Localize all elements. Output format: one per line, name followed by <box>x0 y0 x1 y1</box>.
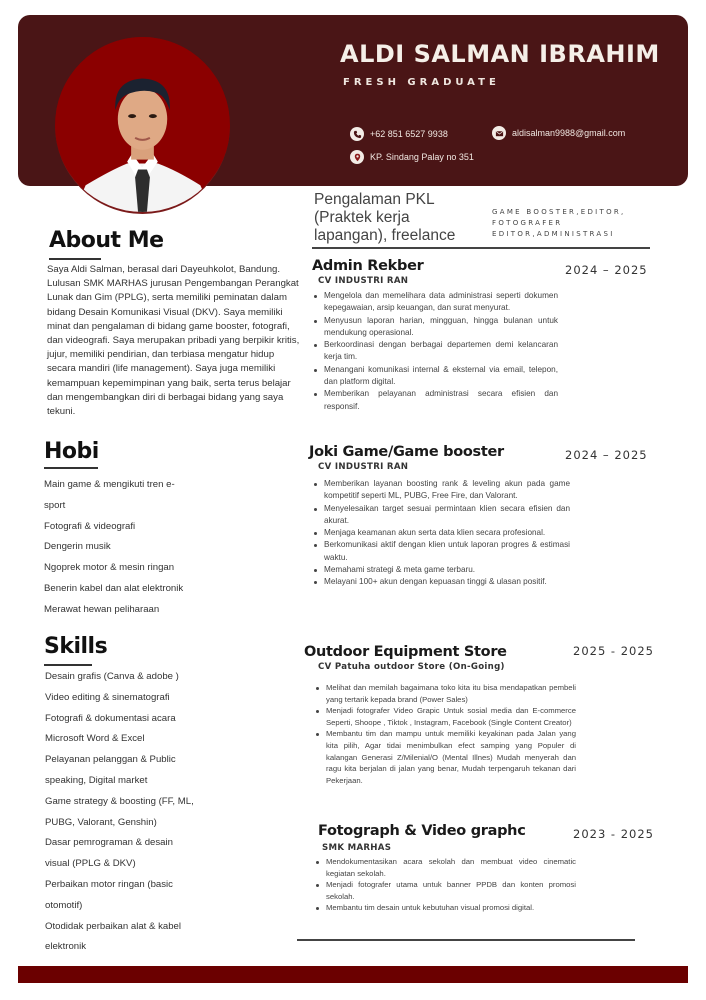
job-bullet-list <box>314 856 576 914</box>
job-bullet: Menjadi fotografer Video Grapic Untuk sosial media dan E-commerce Seperti, Shoope , Tiktok , Instagram, Facebook (Single Content Creator) <box>314 705 576 728</box>
full-name: ALDI SALMAN IBRAHIM <box>340 40 660 68</box>
skills-heading: Skills <box>44 634 108 659</box>
home-address: KP. Sindang Palay no 351 <box>370 152 474 162</box>
envelope-icon <box>492 126 506 140</box>
job-bullet: Menjaga keamanan akun serta data klien secara profesional. <box>312 527 570 539</box>
job-title: Outdoor Equipment Store <box>304 644 507 660</box>
profile-photo <box>55 37 230 214</box>
job-bullet: Berkomunikasi aktif dengan klien untuk laporan progres & estimasi waktu. <box>312 539 570 564</box>
job-bullet: Mengelola dan memelihara data administrasi seperti dokumen kepegawaian, arsip keuangan, dan surat menyurat. <box>312 290 558 315</box>
skill-item: PUBG, Valorant, Genshin) <box>45 816 157 828</box>
job-bullet: Membantu tim dan mampu untuk memiliki keyakinan pada Jalan yang kita pilih, Agar tidai menimbulkan efect samping yang Populer di kalangan Generasi Z/Milenial/O (Mental Illnes) Mudah menyerah dan ragu kita berjalan di jalan yang benar, Mudah terpengaruh tekanan dari Pekerjaan. <box>314 728 576 786</box>
job-date-range: 2024 – 2025 <box>565 263 648 277</box>
hobby-item: Fotografi & videografi <box>44 520 136 532</box>
job-organization: CV INDUSTRI RAN <box>318 276 409 286</box>
hobby-item: Main game & mengikuti tren e- <box>44 479 175 490</box>
hobby-item: Dengerin musik <box>44 541 111 553</box>
job-bullet: Menangani komunikasi internal & eksternal via email, telepon, dan platform digital. <box>312 364 558 389</box>
experience-roles <box>492 207 626 240</box>
job-organization: CV INDUSTRI RAN <box>318 462 409 472</box>
skill-item: Game strategy & boosting (FF, ML, <box>45 795 194 807</box>
job-bullet: Menyelesaikan target sesuai permintaan klien secara efisien dan akurat. <box>312 503 570 528</box>
experience-bottom-divider <box>297 939 635 941</box>
location-pin-icon <box>350 150 364 164</box>
skill-item: Dasar pemrograman & desain <box>45 837 173 849</box>
phone-icon <box>350 127 364 141</box>
job-bullet: Berkoordinasi dengan berbagai departemen demi kelancaran kerja tim. <box>312 339 558 364</box>
job-bullet-list <box>312 478 570 589</box>
hobbies-heading: Hobi <box>44 439 99 464</box>
hobby-item: Ngoprek motor & mesin ringan <box>44 562 175 574</box>
about-underline <box>49 258 101 260</box>
job-date-range: 2025 - 2025 <box>573 644 654 658</box>
job-bullet: Memberikan pelayanan administrasi secara efisien dan responsif. <box>312 388 558 413</box>
hobby-item: Benerin kabel dan alat elektronik <box>44 582 184 594</box>
job-title: Joki Game/Game booster <box>309 444 504 460</box>
experience-divider <box>312 247 650 249</box>
hobby-item: sport <box>44 499 66 511</box>
job-bullet: Memberikan layanan boosting rank & leveling akun pada game kompetitif seperti ML, PUBG, Free Fire, dan Valorant. <box>312 478 570 503</box>
job-bullet-list <box>314 682 576 786</box>
skills-list <box>45 667 194 958</box>
contact-phone[interactable] <box>350 127 448 141</box>
job-date-range: 2023 - 2025 <box>573 827 654 841</box>
job-bullet: Melihat dan memilah bagaimana toko kita itu bisa mendapatkan pembeli yang tertarik kepada brand (Power Sales) <box>314 682 576 705</box>
job-date-range: 2024 – 2025 <box>565 448 648 462</box>
job-title: Admin Rekber <box>312 258 424 274</box>
experience-roles-line: GAME BOOSTER,EDITOR, <box>492 208 626 216</box>
skill-item: visual (PPLG & DKV) <box>45 858 136 870</box>
skill-item: speaking, Digital market <box>45 774 148 786</box>
about-paragraph: Saya Aldi Salman, berasal dari Dayeuhkolot, Bandung. Lulusan SMK MARHAS jurusan Pengembangan Perangkat Lunak dan Gim (PPLG), serta memiliki peminatan dalam bidang Desain Komunikasi Visual (DKV). Saya memiliki minat dan pengalaman di bidang game booster, fotografi, dan videografi. Saya merupakan pribadi yang berpikir kritis, jujur, memiliki pendirian, dan terbiasa mengatur hidup secara mandiri (life management). Saya juga memiliki kemampuan kepemimpinan yang baik, serta terus belajar dan mengembangkan diri di berbagai bidang yang saya tekuni. <box>47 264 300 418</box>
skill-item: otomotif) <box>45 899 83 911</box>
skill-item: Microsoft Word & Excel <box>45 733 145 745</box>
profile-photo-illustration <box>55 37 230 212</box>
job-bullet: Mendokumentasikan acara sekolah dan membuat video cinematic kegiatan sekolah. <box>314 856 576 879</box>
job-bullet: Memahami strategi & meta game terbaru. <box>312 564 570 576</box>
job-role-subtitle: FRESH GRADUATE <box>343 77 500 88</box>
job-bullet: Membantu tim desain untuk kebutuhan visual promosi digital. <box>314 902 576 914</box>
experience-roles-line: EDITOR,ADMINISTRASI <box>492 230 615 238</box>
skill-item: elektronik <box>45 941 87 953</box>
about-heading: About Me <box>49 228 164 253</box>
hobbies-list <box>44 475 183 621</box>
job-organization: SMK MARHAS <box>322 843 392 853</box>
job-organization: CV Patuha outdoor Store (On-Going) <box>318 662 505 672</box>
job-title: Fotograph & Video graphc <box>318 823 526 839</box>
email-address: aldisalman9988@gmail.com <box>512 128 626 138</box>
job-bullet: Menjadi fotografer utama untuk banner PPDB dan konten promosi sekolah. <box>314 879 576 902</box>
skill-item: Pelayanan pelanggan & Public <box>45 754 176 766</box>
job-bullet: Melayani 100+ akun dengan kepuasan tinggi & ulasan positif. <box>312 576 570 588</box>
skill-item: Video editing & sinematografi <box>45 691 170 703</box>
hobbies-underline <box>44 467 98 469</box>
hobby-item: Merawat hewan peliharaan <box>44 603 160 615</box>
job-bullet-list <box>312 290 558 413</box>
experience-roles-line: FOTOGRAFER <box>492 219 563 227</box>
skill-item: Perbaikan motor ringan (basic <box>45 878 173 890</box>
skill-item: Desain grafis (Canva & adobe ) <box>45 671 179 682</box>
phone-number: +62 851 6527 9938 <box>370 129 448 139</box>
skills-underline <box>44 664 92 666</box>
job-bullet: Menyusun laporan harian, mingguan, hingga bulanan untuk mendukung operasional. <box>312 315 558 340</box>
skill-item: Fotografi & dokumentasi acara <box>45 712 176 724</box>
footer-bar <box>18 966 688 983</box>
contact-address <box>350 150 474 164</box>
experience-heading: Pengalaman PKL (Praktek kerja lapangan), freelance <box>314 191 456 244</box>
skill-item: Otodidak perbaikan alat & kabel <box>45 920 181 932</box>
contact-email[interactable] <box>492 126 625 140</box>
